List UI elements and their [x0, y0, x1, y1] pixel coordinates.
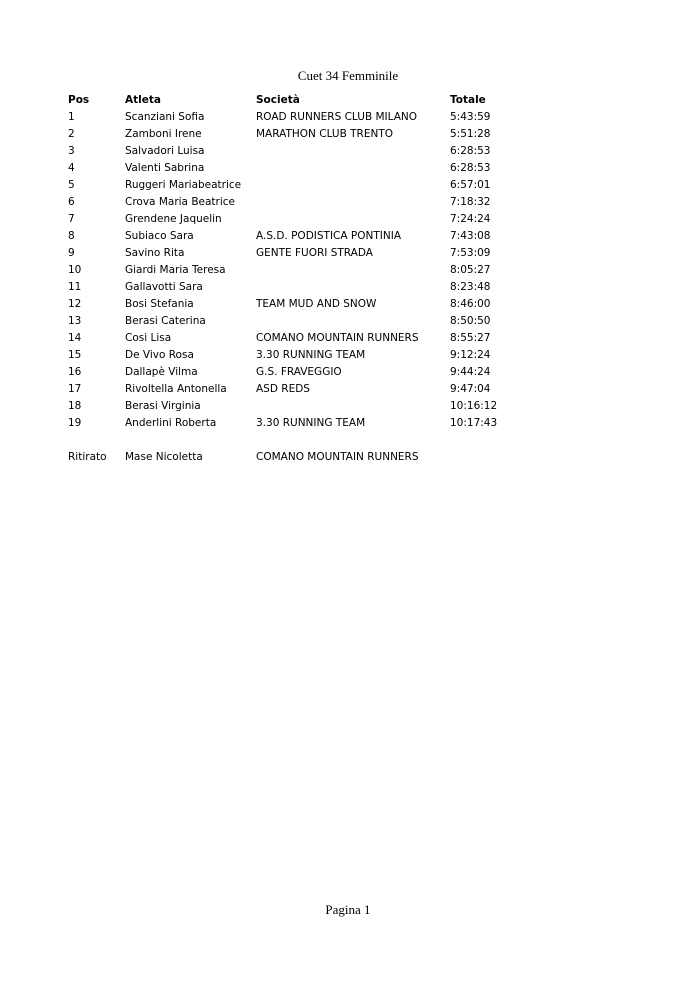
cell-athlete: Zamboni Irene: [125, 128, 202, 140]
cell-club: TEAM MUD AND SNOW: [256, 298, 377, 310]
cell-total: 7:18:32: [450, 196, 491, 208]
cell-athlete: Scanziani Sofia: [125, 111, 205, 123]
table-row: [68, 160, 520, 177]
table-row: [68, 398, 520, 415]
withdrawn-row: [68, 449, 520, 466]
table-row: [68, 296, 520, 313]
cell-pos: 15: [68, 349, 82, 361]
cell-club: [256, 143, 450, 160]
cell-total: 9:12:24: [450, 349, 491, 361]
cell-club: GENTE FUORI STRADA: [256, 247, 373, 259]
table-row: [68, 228, 520, 245]
table-row: [68, 347, 520, 364]
cell-total: 7:24:24: [450, 213, 491, 225]
table-header: [68, 92, 520, 109]
table-row: [68, 313, 520, 330]
cell-pos: 17: [68, 383, 82, 395]
cell-pos: 5: [68, 179, 75, 191]
cell-pos: 13: [68, 315, 82, 327]
cell-pos: 4: [68, 162, 75, 174]
cell-club: COMANO MOUNTAIN RUNNERS: [256, 451, 419, 463]
cell-athlete: Berasi Virginia: [125, 400, 201, 412]
cell-pos: 18: [68, 400, 82, 412]
cell-total: 10:16:12: [450, 400, 498, 412]
cell-club: [256, 211, 450, 228]
cell-club: G.S. FRAVEGGIO: [256, 366, 342, 378]
table-row: [68, 109, 520, 126]
cell-pos: 6: [68, 196, 75, 208]
table-row: [68, 381, 520, 398]
cell-total: 7:43:08: [450, 230, 491, 242]
cell-athlete: Subiaco Sara: [125, 230, 194, 242]
header-total: Totale: [450, 94, 486, 106]
table-row: [68, 279, 520, 296]
results-table: [68, 92, 520, 466]
cell-pos: 7: [68, 213, 75, 225]
table-row: [68, 177, 520, 194]
cell-athlete: Gallavotti Sara: [125, 281, 203, 293]
cell-athlete: Anderlini Roberta: [125, 417, 217, 429]
cell-total: 5:51:28: [450, 128, 491, 140]
cell-athlete: Grendene Jaquelin: [125, 213, 222, 225]
cell-athlete: Salvadori Luisa: [125, 145, 205, 157]
cell-club: [256, 313, 450, 330]
cell-athlete: Berasi Caterina: [125, 315, 206, 327]
table-row: [68, 262, 520, 279]
cell-total: 6:57:01: [450, 179, 491, 191]
cell-total: 9:44:24: [450, 366, 491, 378]
cell-athlete: Rivoltella Antonella: [125, 383, 227, 395]
cell-total: 8:50:50: [450, 315, 491, 327]
cell-athlete: Mase Nicoletta: [125, 451, 203, 463]
cell-club: 3.30 RUNNING TEAM: [256, 349, 366, 361]
cell-club: [256, 194, 450, 211]
cell-athlete: Crova Maria Beatrice: [125, 196, 236, 208]
cell-total: 10:17:43: [450, 417, 498, 429]
cell-club: [256, 262, 450, 279]
cell-club: ROAD RUNNERS CLUB MILANO: [256, 111, 418, 123]
cell-club: [256, 160, 450, 177]
cell-pos: Ritirato: [68, 451, 107, 463]
table-row: [68, 211, 520, 228]
cell-pos: 19: [68, 417, 82, 429]
cell-total: 8:46:00: [450, 298, 491, 310]
cell-total: 7:53:09: [450, 247, 491, 259]
cell-pos: 9: [68, 247, 75, 259]
page-title: Cuet 34 Femminile: [297, 68, 399, 83]
table-row: [68, 330, 520, 347]
cell-club: [256, 279, 450, 296]
cell-total: 6:28:53: [450, 145, 491, 157]
table-row: [68, 364, 520, 381]
cell-athlete: Valenti Sabrina: [125, 162, 205, 174]
cell-pos: 2: [68, 128, 75, 140]
cell-club: [256, 177, 450, 194]
cell-pos: 8: [68, 230, 75, 242]
cell-athlete: Giardi Maria Teresa: [125, 264, 226, 276]
page-footer: Pagina 1: [325, 902, 371, 917]
cell-total: 8:55:27: [450, 332, 491, 344]
cell-athlete: Bosi Stefania: [125, 298, 194, 310]
cell-athlete: Dallapè Vilma: [125, 366, 198, 378]
cell-pos: 14: [68, 332, 82, 344]
cell-pos: 12: [68, 298, 82, 310]
cell-pos: 3: [68, 145, 75, 157]
cell-pos: 1: [68, 111, 75, 123]
cell-club: ASD REDS: [256, 383, 310, 395]
header-pos: Pos: [68, 94, 90, 106]
header-athlete: Atleta: [125, 94, 161, 106]
table-row: [68, 245, 520, 262]
cell-pos: 10: [68, 264, 82, 276]
cell-total: 8:23:48: [450, 281, 491, 293]
cell-athlete: Cosi Lisa: [125, 332, 172, 344]
cell-total: 5:43:59: [450, 111, 491, 123]
cell-pos: 16: [68, 366, 82, 378]
cell-total: 6:28:53: [450, 162, 491, 174]
cell-athlete: Savino Rita: [125, 247, 185, 259]
cell-total: 9:47:04: [450, 383, 491, 395]
cell-total: [450, 449, 520, 466]
table-row: [68, 143, 520, 160]
cell-total: 8:05:27: [450, 264, 491, 276]
cell-pos: 11: [68, 281, 82, 293]
cell-club: 3.30 RUNNING TEAM: [256, 417, 366, 429]
table-row: [68, 415, 520, 432]
cell-club: COMANO MOUNTAIN RUNNERS: [256, 332, 419, 344]
cell-athlete: Ruggeri Mariabeatrice: [125, 179, 242, 191]
table-row: [68, 194, 520, 211]
cell-athlete: De Vivo Rosa: [125, 349, 194, 361]
header-club: Società: [256, 94, 300, 106]
cell-club: MARATHON CLUB TRENTO: [256, 128, 394, 140]
cell-club: A.S.D. PODISTICA PONTINIA: [256, 230, 402, 242]
cell-club: [256, 398, 450, 415]
table-row: [68, 126, 520, 143]
